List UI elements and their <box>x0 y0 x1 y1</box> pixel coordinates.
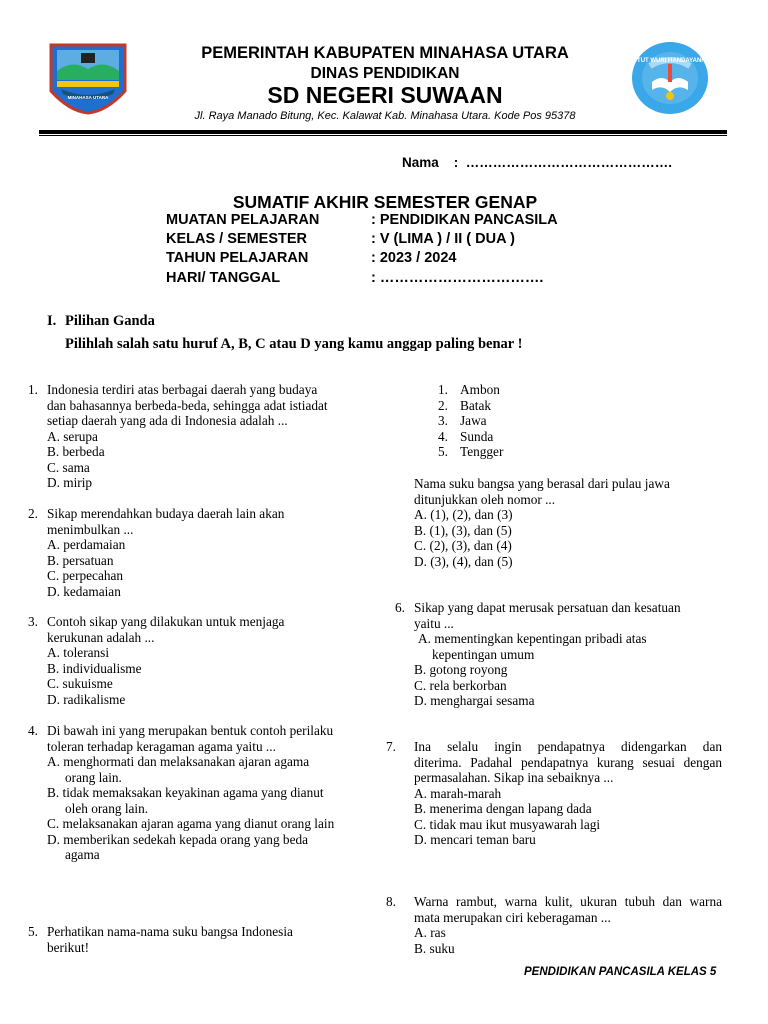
section-instruction: Pilihlah salah satu huruf A, B, C atau D yang kamu anggap paling benar ! <box>65 336 523 352</box>
question-number: 7. <box>386 739 396 754</box>
option: C. perpecahan <box>47 568 124 583</box>
meta-key: MUATAN PELAJARAN <box>166 212 320 228</box>
option: D. memberikan sedekah kepada orang yang beda <box>47 831 309 847</box>
list-text: Batak <box>460 397 492 413</box>
option: C. rela berkorban <box>414 677 507 693</box>
question-number: 6. <box>395 600 405 615</box>
option: D. mencari teman baru <box>414 832 536 847</box>
question-2 <box>22 506 357 599</box>
question-text: Indonesia terdiri atas berbagai daerah yang budaya <box>47 382 318 397</box>
question-text: Perhatikan nama-nama suku bangsa Indonesia <box>47 924 293 939</box>
option: D. menghargai sesama <box>414 693 535 708</box>
header-government: PEMERINTAH KABUPATEN MINAHASA UTARA <box>201 44 569 62</box>
question-text: Nama suku bangsa yang berasal dari pulau jawa <box>414 476 670 491</box>
option: B. persatuan <box>47 552 114 568</box>
question-number: 2. <box>28 506 38 521</box>
question-5 <box>22 924 357 955</box>
option: B. suku <box>414 940 455 956</box>
question-7 <box>380 739 722 848</box>
section-number: I. <box>47 313 57 329</box>
question-text: diterima. Padahal pendapatnya kurang sesuai dengan <box>414 754 722 770</box>
list-number: 3. <box>438 413 448 428</box>
question-text: dan bahasannya berbeda-beda, sehingga adat istiadat <box>47 397 328 413</box>
exam-title: SUMATIF AKHIR SEMESTER GENAP <box>232 192 538 212</box>
question-5-continued <box>414 476 734 569</box>
option: C. melaksanakan ajaran agama yang dianut orang lain <box>47 816 335 831</box>
meta-value: : PENDIDIKAN PANCASILA <box>371 212 558 228</box>
section-title: Pilihan Ganda <box>65 313 155 329</box>
page-footer: PENDIDIKAN PANCASILA KELAS 5 <box>524 966 717 978</box>
option: D. (3), (4), dan (5) <box>414 553 513 569</box>
question-text: Warna rambut, warna kulit, ukuran tubuh dan warna <box>414 894 722 909</box>
option: A. (1), (2), dan (3) <box>414 507 513 522</box>
question-number: 4. <box>28 723 38 738</box>
list-number: 5. <box>438 444 448 459</box>
question-text: mata merupakan ciri keberagaman ... <box>414 909 611 925</box>
option: D. radikalisme <box>47 691 126 707</box>
section-heading <box>47 313 155 330</box>
name-field <box>402 155 672 170</box>
option: agama <box>65 847 100 862</box>
option: B. berbeda <box>47 444 105 459</box>
question-text: menimbulkan ... <box>47 521 134 537</box>
header-divider-thick <box>39 130 727 134</box>
option: B. gotong royong <box>414 662 508 677</box>
meta-value: : ……………………………. <box>371 270 544 286</box>
header-department: DINAS PENDIDIKAN <box>310 65 460 82</box>
meta-key: KELAS / SEMESTER <box>166 231 307 247</box>
meta-key: TAHUN PELAJARAN <box>166 250 309 266</box>
meta-value: : 2023 / 2024 <box>371 250 457 266</box>
question-text: yaitu ... <box>414 615 454 631</box>
meta-row-subject <box>0 212 768 232</box>
question-text: berikut! <box>47 939 90 955</box>
option: orang lain. <box>65 769 122 785</box>
list-text: Ambon <box>460 382 500 397</box>
list-number: 2. <box>438 397 448 413</box>
svg-text:TUT WURI HANDAYANI: TUT WURI HANDAYANI <box>637 58 703 64</box>
question-text: Di bawah ini yang merupakan bentuk contoh perilaku <box>47 723 334 738</box>
list-item <box>420 382 620 398</box>
list-text: Sunda <box>460 428 494 444</box>
option: A. mementingkan kepentingan pribadi atas <box>418 631 647 646</box>
option: A. toleransi <box>47 645 110 660</box>
question-number: 5. <box>28 924 38 939</box>
question-text: Sikap merendahkan budaya daerah lain akan <box>47 506 285 521</box>
option: A. serupa <box>47 428 98 444</box>
list-text: Jawa <box>460 413 487 428</box>
option: A. perdamaian <box>47 537 126 552</box>
list-item <box>420 413 620 429</box>
svg-text:MINAHASA UTARA: MINAHASA UTARA <box>67 95 109 100</box>
question-text: Ina selalu ingin pendapatnya didengarkan dan <box>414 739 722 754</box>
question-8 <box>380 894 722 956</box>
list-item <box>420 429 620 445</box>
question-text: setiap daerah yang ada di Indonesia adalah ... <box>47 413 288 428</box>
list-number: 4. <box>438 428 448 444</box>
option: B. individualisme <box>47 660 142 676</box>
option: B. tidak memaksakan keyakinan agama yang dianut <box>47 785 324 800</box>
question-number: 3. <box>28 614 38 629</box>
school-address: Jl. Raya Manado Bitung, Kec. Kalawat Kab. Minahasa Utara. Kode Pos 95378 <box>194 110 576 122</box>
question-3 <box>22 614 357 707</box>
option: C. (2), (3), dan (4) <box>414 538 512 553</box>
minahasa-utara-emblem <box>47 41 129 115</box>
list-number: 1. <box>438 382 448 397</box>
question-4 <box>22 723 362 863</box>
school-name: SD NEGERI SUWAAN <box>267 82 503 108</box>
question-number: 8. <box>386 894 396 909</box>
option: B. (1), (3), dan (5) <box>414 522 512 538</box>
option: oleh orang lain. <box>65 800 149 816</box>
option: B. menerima dengan lapang dada <box>414 801 592 816</box>
meta-row-date <box>0 270 768 290</box>
meta-row-year <box>0 250 768 270</box>
option: A. marah-marah <box>414 785 502 801</box>
tut-wuri-handayani-logo <box>628 40 712 116</box>
option: C. sukuisme <box>47 676 113 691</box>
option: D. mirip <box>47 475 93 490</box>
option: D. kedamaian <box>47 583 121 599</box>
name-label: Nama <box>402 155 439 170</box>
header-divider-thin <box>39 135 727 136</box>
meta-row-class <box>0 231 768 251</box>
question-text: permasalahan. Sikap ina sebaiknya ... <box>414 770 614 785</box>
question-text: ditunjukkan oleh nomor ... <box>414 491 556 507</box>
question-6 <box>389 600 729 709</box>
option: C. sama <box>47 459 90 475</box>
question-text: Sikap yang dapat merusak persatuan dan kesatuan <box>414 600 681 615</box>
question-1 <box>22 382 357 491</box>
question-number: 1. <box>28 382 38 397</box>
question-text: kerukunan adalah ... <box>47 629 155 645</box>
list-text: Tengger <box>460 444 504 459</box>
list-item <box>420 444 620 460</box>
option: kepentingan umum <box>432 646 535 662</box>
tribe-list <box>420 382 620 460</box>
option: A. menghormati dan melaksanakan ajaran agama <box>47 754 310 769</box>
meta-key: HARI/ TANGGAL <box>166 270 281 286</box>
name-value: : ………………………………………. <box>453 155 673 170</box>
list-item <box>420 398 620 414</box>
option: A. ras <box>414 925 446 940</box>
question-text: toleran terhadap keragaman agama yaitu ... <box>47 738 276 754</box>
question-text: Contoh sikap yang dilakukan untuk menjaga <box>47 614 285 629</box>
meta-value: : V (LIMA ) / II ( DUA ) <box>371 231 515 247</box>
option: C. tidak mau ikut musyawarah lagi <box>414 816 601 832</box>
